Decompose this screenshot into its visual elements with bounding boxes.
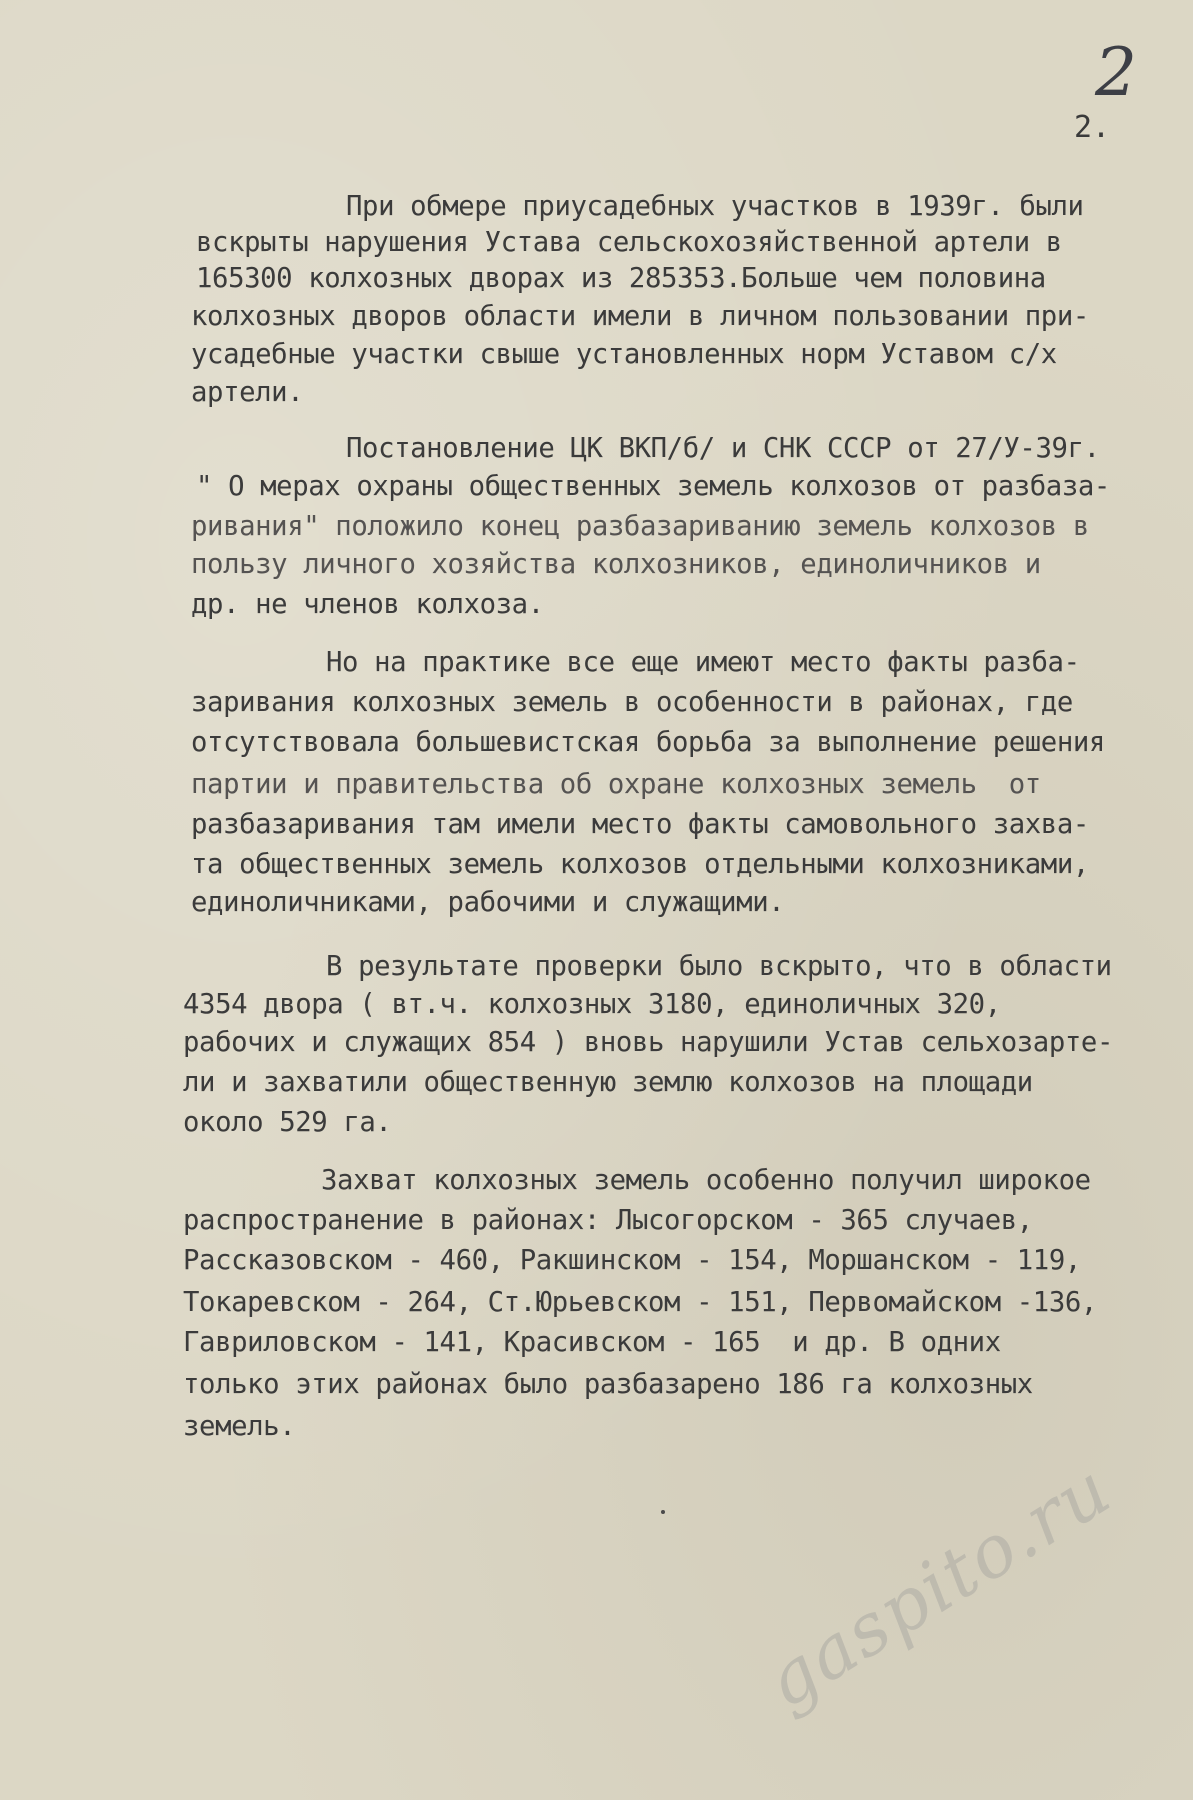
text-line: ли и захватили общественную землю колхозов на площади — [183, 1067, 1033, 1098]
text-line: 165300 колхозных дворах из 285353.Больше чем половина — [196, 263, 1046, 294]
text-line: В результате проверки было вскрыто, что в области — [326, 951, 1112, 982]
text-line: только этих районах было разбазарено 186 га колхозных — [183, 1369, 1033, 1400]
text-line: Рассказовском - 460, Ракшинском - 154, Моршанском - 119, — [183, 1245, 1081, 1276]
text-line: артели. — [191, 377, 304, 408]
text-line: Гавриловском - 141, Красивском - 165 и др. В одних — [183, 1327, 1001, 1358]
text-line: пользу личного хозяйства колхозников, единоличников и — [191, 549, 1041, 580]
text-line: разбазаривания там имели место факты самовольного захва- — [191, 809, 1089, 840]
text-line: Постановление ЦК ВКП/б/ и СНК СССР от 27/У-39г. — [346, 433, 1100, 464]
ink-dot — [661, 1510, 665, 1514]
text-line: распространение в районах: Лысогорском - 365 случаев, — [183, 1205, 1033, 1236]
text-line: земель. — [183, 1411, 296, 1442]
text-line: отсутствовала большевистская борьба за выполнение решения — [191, 727, 1105, 758]
handwritten-page-number: 2 — [1095, 34, 1137, 111]
text-line: 4354 двора ( вт.ч. колхозных 3180, единоличных 320, — [183, 989, 1001, 1020]
text-line: заривания колхозных земель в особенности в районах, где — [191, 687, 1073, 718]
text-line: При обмере приусадебных участков в 1939г. были — [346, 191, 1084, 222]
text-line: вскрыты нарушения Устава сельскохозяйственной артели в — [196, 227, 1062, 258]
text-line: " О мерах охраны общественных земель колхозов от разбаза- — [196, 471, 1110, 502]
text-line: колхозных дворов области имели в личном пользовании при- — [191, 301, 1089, 332]
text-line: Токаревском - 264, Ст.Юрьевском - 151, Первомайском -136, — [183, 1287, 1097, 1318]
watermark: gaspito.ru — [750, 1446, 1126, 1724]
text-line: единоличниками, рабочими и служащими. — [191, 887, 785, 918]
text-line: усадебные участки свыше установленных норм Уставом с/х — [191, 339, 1057, 370]
text-line: ривания" положило конец разбазариванию земель колхозов в — [191, 511, 1089, 542]
text-line: Но на практике все еще имеют место факты разба- — [326, 647, 1080, 678]
text-line: та общественных земель колхозов отдельными колхозниками, — [191, 849, 1089, 880]
text-line: др. не членов колхоза. — [191, 589, 544, 620]
text-line: рабочих и служащих 854 ) вновь нарушили Устав сельхозарте- — [183, 1027, 1113, 1058]
text-line: Захват колхозных земель особенно получил широкое — [321, 1165, 1091, 1196]
text-line: партии и правительства об охране колхозных земель от — [191, 769, 1041, 800]
typed-page-number: 2. — [1074, 110, 1111, 145]
text-line: около 529 га. — [183, 1107, 392, 1138]
